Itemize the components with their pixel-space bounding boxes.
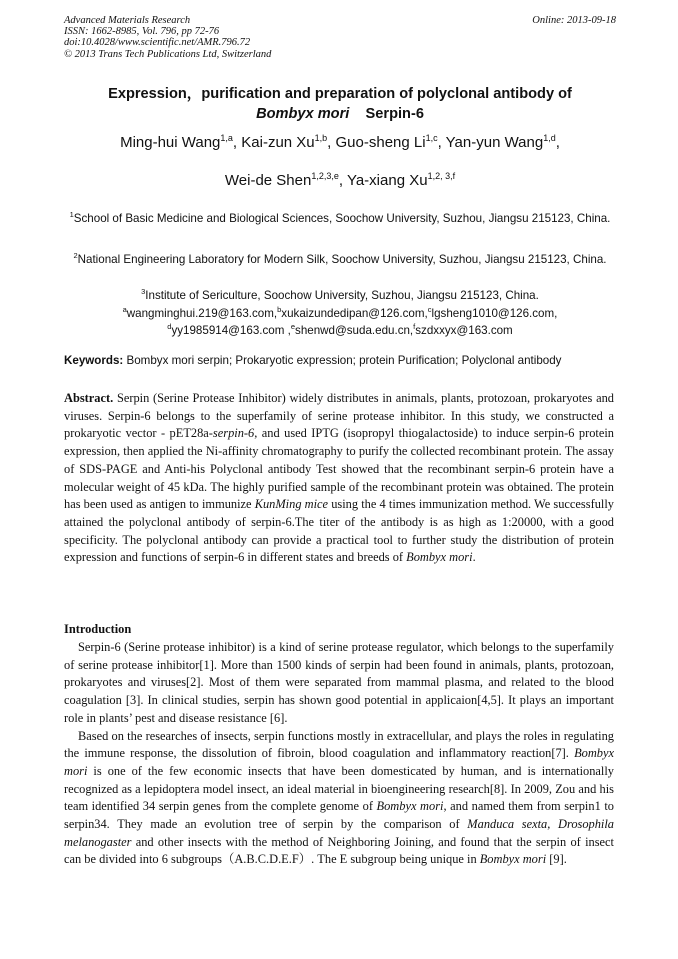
author-sup: 1,a (220, 133, 233, 143)
title-protein: Serpin-6 (365, 106, 424, 122)
intro-text: [9]. (546, 852, 567, 867)
email: xukaizundedipan@126.com, (281, 306, 428, 320)
email: shenwd@suda.edu.cn, (295, 323, 414, 337)
journal-name: Advanced Materials Research (64, 15, 191, 26)
author-sup: 1,b (314, 133, 328, 143)
author-sep: , (338, 172, 347, 189)
intro-paragraph-1: Serpin-6 (Serine protease inhibitor) is a kind of serine protease regulator, which belongs to the superfamily of serine protease inhibitor[1]. More than 1500 kinds of serpin had been found in animals, plants, protozoan, prokaryotes and viruses[2]. Most of them were separated from mammal plasma, and related to the blood coagulation [3]. In clinical studies, serpin has shown good potential in applicaion[4,5]. It plays an important role in plants’ pest and disease resistance [6]. (64, 640, 614, 725)
affiliation-2 (64, 247, 616, 269)
affiliation-sup: 3 (141, 287, 146, 296)
title-line-2 (64, 104, 616, 124)
author-sup: 1,2,3,e (311, 171, 339, 181)
email-sup: f (413, 322, 416, 331)
affiliation-sup: 2 (73, 251, 78, 260)
abstract-text: Serpin (Serine Protease Inhibitor) widely distributes in animals, plants, protozoan, prokaryotes and viruses. Serpin-6 belongs to the superfamily of serine protease inhibitor. In this study, we constructed a prokaryotic vector - pET28a- (64, 391, 614, 441)
section-heading-introduction: Introduction (64, 622, 132, 636)
intro-text: Based on the researches of insects, serpin functions mostly in extracellular, and plays the roles in regulating the immune response, the dissolution of fibroin, blood coagulation and inflammatory reaction[7]. (64, 728, 614, 761)
author-sep: , (327, 134, 336, 151)
intro-paragraph-2 (64, 728, 614, 870)
author-sep: , (555, 134, 560, 151)
author-name: Kai-zun Xu (241, 134, 315, 151)
journal-copyright: © 2013 Trans Tech Publications Ltd, Switzerland (64, 48, 272, 60)
author-sup: 1,2, 3,f (427, 171, 456, 181)
abstract-italic: serpin-6 (212, 426, 255, 441)
email-sup: a (122, 305, 127, 314)
author-name: Ya-xiang Xu (346, 172, 428, 189)
author-sep: , (437, 134, 446, 151)
abstract-text: . (472, 550, 476, 565)
intro-text: is one of the few economic insects that have been domesticated by human, and is internationally recognized as a lepidoptera model insect, an ideal material in bioengineering research[8]. In 2009, Zou and his team identified 34 serpin genes from the complete genome of (64, 763, 614, 814)
intro-italic: Bombyx mori (376, 799, 444, 814)
intro-italic: Bombyx mori (64, 746, 614, 778)
title-line-1: Expression，purification and preparation of polyclonal antibody of (108, 86, 572, 102)
author-name: Guo-sheng Li (335, 134, 426, 151)
journal-issn: ISSN: 1662-8985, Vol. 796, pp 72-76 (64, 26, 220, 38)
email: szdxxyx@163.com (415, 323, 513, 337)
affiliation-1 (64, 206, 616, 228)
email: wangminghui.219@163.com, (126, 306, 278, 320)
abstract-italic: KunMing mice (254, 497, 329, 512)
intro-text: and other insects with the method of Neighboring Joining, and found that the serpin of insect can be divided into 6 subgroups（A.B.C.D.E.F）. The E subgroup being unique in (64, 834, 614, 867)
journal-doi: doi:10.4028/www.scientific.net/AMR.796.72 (64, 37, 251, 49)
email-sup: d (167, 322, 172, 331)
online-date: Online: 2013-09-18 (532, 15, 616, 26)
email-sup: b (277, 305, 282, 314)
affiliation-text: School of Basic Medicine and Biological Sciences, Soochow University, Suzhou, Jiangsu 215123, China. (73, 211, 611, 225)
introduction-body (64, 639, 614, 869)
email: yy1985914@163.com , (171, 323, 291, 337)
email-sup: c (427, 305, 432, 314)
abstract-text: , and used IPTG (isopropyl thiogalactoside) to induce serpin-6 protein expression, then applied the Ni-affinity chromatography to purify the collected recombinant protein. The assay of SDS-PAGE and Anti-his Polyclonal antibody Test showed that the recombinant serpin-6 protein have a molecular weight of 45 kDa. The highly purified sample of the recombinant protein was obtained. The protein has been used as antigen to immunize (64, 426, 614, 512)
author-sup: 1,d (543, 133, 556, 143)
title-species: Bombyx mori (256, 106, 350, 122)
keywords (64, 354, 624, 367)
affiliation-text: National Engineering Laboratory for Modern Silk, Soochow University, Suzhou, Jiangsu 215123, China. (77, 252, 607, 266)
author-name: Yan-yun Wang (445, 134, 544, 151)
author-line-2 (64, 171, 616, 189)
abstract-italic: Bombyx mori (406, 550, 473, 565)
paper-title (64, 84, 616, 124)
author-name: Ming-hui Wang (120, 134, 221, 151)
author-sep: , (232, 134, 242, 151)
email-line-2 (64, 318, 616, 340)
author-sup: 1,c (425, 133, 438, 143)
intro-text: , and named them from serpin1 to serpin34. They made an evolution tree of serpin by the comparison of (64, 799, 614, 832)
intro-italic: Manduca sexta, Drosophila melanogaster (64, 817, 614, 849)
email: lgsheng1010@126.com, (431, 306, 558, 320)
keywords-text: Bombyx mori serpin; Prokaryotic expression; protein Purification; Polyclonal antibody (123, 354, 562, 367)
abstract-text: using the 4 times immunization method. We successfully attained the polyclonal antibody of serpin-6.The titer of the antibody is as high as 1:20000, with a good specificity. The polyclonal antibody can provide a practical tool to further study the distribution of protein expression and functions of serpin-6 in different states and breeds of (64, 497, 614, 565)
affiliation-text: Institute of Sericulture, Soochow University, Suzhou, Jiangsu 215123, China. (145, 288, 539, 302)
abstract (64, 390, 614, 567)
author-name: Wei-de Shen (224, 172, 312, 189)
keywords-label: Keywords: (64, 354, 124, 367)
journal-header (64, 15, 616, 60)
author-line-1 (64, 133, 616, 151)
abstract-label: Abstract. (64, 391, 114, 405)
intro-italic: Bombyx mori (479, 852, 547, 867)
affiliation-sup: 1 (69, 210, 74, 219)
email-sup: e (290, 322, 296, 331)
